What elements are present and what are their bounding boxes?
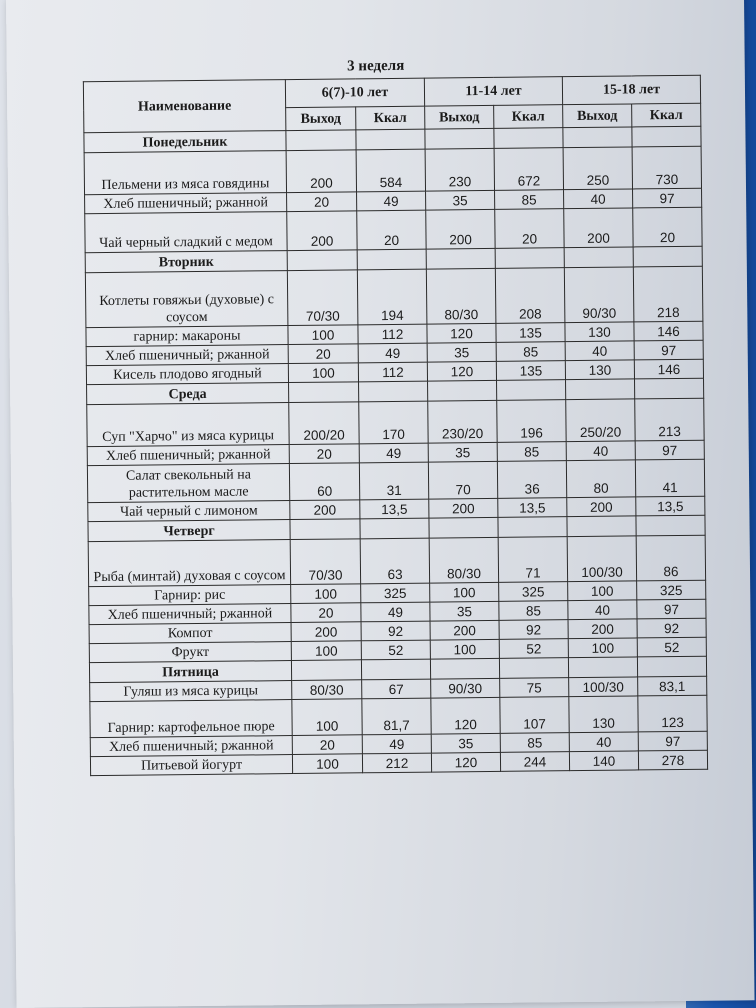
output-value: 40 bbox=[568, 600, 637, 620]
kcal-value: 85 bbox=[497, 442, 566, 462]
dish-name: Питьевой йогурт bbox=[90, 755, 292, 776]
output-value: 230 bbox=[425, 148, 494, 191]
empty-cell bbox=[637, 656, 706, 677]
kcal-value: 13,5 bbox=[498, 498, 567, 518]
kcal-value: 85 bbox=[500, 733, 569, 753]
output-value: 100 bbox=[568, 638, 637, 658]
empty-cell bbox=[498, 517, 567, 538]
header-output: Выход bbox=[563, 104, 632, 128]
dish-name: Пельмени из мяса говядины bbox=[84, 151, 286, 195]
kcal-value: 92 bbox=[637, 618, 706, 638]
header-name: Наименование bbox=[83, 80, 286, 133]
output-value: 250 bbox=[563, 147, 632, 190]
output-value: 200 bbox=[568, 619, 637, 639]
output-value: 40 bbox=[565, 341, 634, 361]
header-group-11-14: 11-14 лет bbox=[424, 77, 562, 106]
kcal-value: 112 bbox=[358, 362, 427, 382]
kcal-value: 325 bbox=[361, 583, 430, 603]
empty-cell bbox=[499, 658, 568, 679]
output-value: 230/20 bbox=[428, 400, 497, 443]
kcal-value: 97 bbox=[638, 731, 707, 751]
kcal-value: 107 bbox=[500, 697, 569, 734]
output-value: 100/30 bbox=[567, 536, 636, 582]
kcal-value: 52 bbox=[361, 640, 430, 660]
kcal-value: 85 bbox=[499, 601, 568, 621]
output-value: 60 bbox=[289, 463, 359, 501]
dish-name: Суп "Харчо" из мяса курицы bbox=[87, 403, 289, 447]
dish-name: Гарнир: рис bbox=[89, 585, 291, 606]
empty-cell bbox=[291, 660, 361, 681]
kcal-value: 325 bbox=[637, 580, 706, 600]
menu-item-row bbox=[88, 535, 705, 586]
empty-cell bbox=[359, 381, 428, 402]
kcal-value: 212 bbox=[362, 753, 431, 773]
kcal-value: 672 bbox=[494, 148, 563, 191]
empty-cell bbox=[356, 129, 425, 150]
empty-cell bbox=[289, 382, 359, 403]
kcal-value: 81,7 bbox=[362, 698, 431, 735]
output-value: 20 bbox=[287, 192, 357, 212]
kcal-value: 20 bbox=[495, 209, 564, 249]
output-value: 90/30 bbox=[564, 267, 634, 323]
output-value: 200 bbox=[286, 150, 356, 193]
menu-item-row bbox=[84, 146, 701, 194]
empty-cell bbox=[568, 657, 637, 678]
dish-name: Компот bbox=[89, 623, 291, 644]
empty-cell bbox=[567, 516, 636, 537]
output-value: 130 bbox=[569, 696, 638, 733]
output-value: 70/30 bbox=[287, 270, 358, 326]
kcal-value: 41 bbox=[635, 459, 704, 497]
kcal-value: 97 bbox=[634, 340, 703, 360]
output-value: 40 bbox=[566, 441, 635, 461]
output-value: 100 bbox=[292, 754, 362, 774]
dish-name: Хлеб пшеничный; ржанной bbox=[90, 736, 292, 757]
output-value: 80 bbox=[566, 460, 635, 498]
output-value: 120 bbox=[427, 361, 496, 381]
output-value: 40 bbox=[569, 732, 638, 752]
empty-cell bbox=[425, 128, 494, 149]
output-value: 35 bbox=[427, 342, 496, 362]
output-value: 120 bbox=[431, 752, 500, 772]
output-value: 35 bbox=[428, 442, 497, 462]
kcal-value: 83,1 bbox=[638, 676, 707, 696]
kcal-value: 97 bbox=[633, 188, 702, 208]
empty-cell bbox=[563, 127, 632, 148]
empty-cell bbox=[430, 658, 499, 679]
menu-item-row bbox=[87, 459, 704, 502]
kcal-value: 92 bbox=[499, 620, 568, 640]
kcal-value: 146 bbox=[634, 359, 703, 379]
output-value: 200 bbox=[429, 498, 498, 518]
kcal-value: 49 bbox=[359, 443, 428, 463]
dish-name: Хлеб пшеничный; ржанной bbox=[86, 345, 288, 366]
output-value: 130 bbox=[565, 360, 634, 380]
kcal-value: 97 bbox=[635, 440, 704, 460]
kcal-value: 135 bbox=[496, 361, 565, 381]
kcal-value: 36 bbox=[497, 461, 566, 499]
empty-cell bbox=[632, 126, 701, 147]
dish-name: Чай черный сладкий с медом bbox=[85, 212, 287, 253]
output-value: 200 bbox=[287, 211, 357, 251]
output-value: 120 bbox=[427, 323, 496, 343]
empty-cell bbox=[636, 515, 705, 536]
output-value: 200/20 bbox=[289, 402, 359, 445]
kcal-value: 213 bbox=[635, 398, 704, 441]
kcal-value: 49 bbox=[358, 343, 427, 363]
day-label: Четверг bbox=[88, 520, 290, 542]
empty-cell bbox=[566, 379, 635, 400]
menu-item-row bbox=[85, 266, 703, 327]
output-value: 35 bbox=[426, 190, 495, 210]
kcal-value: 170 bbox=[359, 401, 428, 444]
output-value: 100 bbox=[291, 584, 361, 604]
empty-cell bbox=[633, 246, 702, 267]
kcal-value: 97 bbox=[637, 599, 706, 619]
kcal-value: 75 bbox=[500, 678, 569, 698]
output-value: 200 bbox=[290, 500, 360, 520]
empty-cell bbox=[357, 249, 426, 270]
output-value: 20 bbox=[288, 344, 358, 364]
dish-name: Хлеб пшеничный; ржанной bbox=[85, 193, 287, 214]
header-group-6-10: 6(7)-10 лет bbox=[285, 78, 424, 107]
output-value: 120 bbox=[431, 697, 500, 734]
menu-body bbox=[84, 126, 708, 775]
empty-cell bbox=[286, 130, 356, 151]
kcal-value: 112 bbox=[358, 324, 427, 344]
kcal-value: 20 bbox=[633, 207, 702, 247]
dish-name: Гуляш из мяса курицы bbox=[90, 681, 292, 702]
kcal-value: 123 bbox=[638, 695, 707, 732]
header-group-15-18: 15-18 лет bbox=[562, 75, 700, 104]
empty-cell bbox=[426, 248, 495, 269]
output-value: 200 bbox=[430, 620, 499, 640]
empty-cell bbox=[494, 128, 563, 149]
output-value: 70/30 bbox=[290, 539, 360, 585]
day-label: Пятница bbox=[89, 661, 291, 683]
dish-name: Хлеб пшеничный; ржанной bbox=[87, 445, 289, 466]
output-value: 90/30 bbox=[431, 678, 500, 698]
day-label: Вторник bbox=[85, 251, 287, 273]
output-value: 20 bbox=[291, 603, 361, 623]
empty-cell bbox=[564, 247, 633, 268]
dish-name: Гарнир: картофельное пюре bbox=[90, 700, 292, 738]
kcal-value: 92 bbox=[361, 621, 430, 641]
menu-table bbox=[83, 75, 708, 776]
empty-cell bbox=[497, 380, 566, 401]
empty-cell bbox=[635, 378, 704, 399]
empty-cell bbox=[361, 659, 430, 680]
kcal-value: 218 bbox=[633, 266, 703, 322]
menu-sheet bbox=[6, 0, 755, 1008]
empty-cell bbox=[428, 380, 497, 401]
empty-cell bbox=[495, 248, 564, 269]
kcal-value: 196 bbox=[497, 400, 566, 443]
output-value: 130 bbox=[565, 322, 634, 342]
output-value: 200 bbox=[426, 209, 495, 249]
kcal-value: 208 bbox=[495, 268, 565, 324]
output-value: 200 bbox=[291, 622, 361, 642]
dish-name: Хлеб пшеничный; ржанной bbox=[89, 604, 291, 625]
kcal-value: 49 bbox=[362, 734, 431, 754]
output-value: 80/30 bbox=[292, 680, 362, 700]
output-value: 200 bbox=[567, 497, 636, 517]
kcal-value: 67 bbox=[362, 679, 431, 699]
menu-item-row bbox=[85, 207, 702, 252]
kcal-value: 20 bbox=[357, 210, 426, 250]
kcal-value: 49 bbox=[357, 191, 426, 211]
menu-item-row bbox=[90, 695, 707, 737]
dish-name: Рыба (минтай) духовая с соусом bbox=[88, 540, 290, 587]
kcal-value: 85 bbox=[495, 190, 564, 210]
output-value: 100 bbox=[288, 363, 358, 383]
kcal-value: 13,5 bbox=[636, 496, 705, 516]
output-value: 20 bbox=[292, 735, 362, 755]
header-kcal: Ккал bbox=[494, 105, 563, 129]
output-value: 40 bbox=[564, 189, 633, 209]
week-title: 3 неделя bbox=[347, 57, 405, 75]
kcal-value: 244 bbox=[500, 752, 569, 772]
menu-item-row bbox=[87, 398, 704, 446]
output-value: 100 bbox=[430, 639, 499, 659]
kcal-value: 63 bbox=[360, 538, 429, 584]
output-value: 35 bbox=[430, 601, 499, 621]
kcal-value: 325 bbox=[499, 582, 568, 602]
kcal-value: 146 bbox=[634, 321, 703, 341]
kcal-value: 31 bbox=[359, 462, 428, 500]
dish-name: Кисель плодово ягодный bbox=[86, 364, 288, 385]
output-value: 100 bbox=[430, 582, 499, 602]
dish-name: гарнир: макароны bbox=[86, 326, 288, 347]
empty-cell bbox=[287, 250, 357, 271]
output-value: 100 bbox=[568, 581, 637, 601]
kcal-value: 194 bbox=[357, 269, 427, 325]
kcal-value: 52 bbox=[499, 639, 568, 659]
dish-name: Котлеты говяжьи (духовые) с соусом bbox=[85, 271, 288, 328]
output-value: 80/30 bbox=[429, 537, 498, 583]
output-value: 250/20 bbox=[566, 399, 635, 442]
header-kcal: Ккал bbox=[632, 103, 701, 127]
output-value: 100/30 bbox=[569, 677, 638, 697]
kcal-value: 13,5 bbox=[360, 499, 429, 519]
kcal-value: 49 bbox=[361, 602, 430, 622]
output-value: 70 bbox=[428, 461, 497, 499]
output-value: 200 bbox=[564, 208, 633, 248]
dish-name: Чай черный с лимоном bbox=[88, 501, 290, 522]
empty-cell bbox=[360, 518, 429, 539]
output-value: 35 bbox=[431, 733, 500, 753]
kcal-value: 85 bbox=[496, 342, 565, 362]
output-value: 140 bbox=[569, 751, 638, 771]
day-label: Понедельник bbox=[84, 131, 286, 153]
output-value: 100 bbox=[292, 699, 362, 736]
kcal-value: 584 bbox=[356, 149, 425, 192]
header-kcal: Ккал bbox=[356, 106, 425, 130]
dish-name: Фрукт bbox=[89, 642, 291, 663]
header-output: Выход bbox=[286, 107, 356, 131]
empty-cell bbox=[290, 519, 360, 540]
kcal-value: 135 bbox=[496, 323, 565, 343]
output-value: 100 bbox=[291, 641, 361, 661]
kcal-value: 86 bbox=[636, 535, 705, 581]
kcal-value: 52 bbox=[637, 637, 706, 657]
kcal-value: 71 bbox=[498, 537, 567, 583]
output-value: 100 bbox=[288, 325, 358, 345]
empty-cell bbox=[429, 517, 498, 538]
kcal-value: 730 bbox=[632, 146, 701, 189]
kcal-value: 278 bbox=[638, 750, 707, 770]
header-output: Выход bbox=[425, 105, 494, 129]
output-value: 80/30 bbox=[426, 268, 496, 324]
day-label: Среда bbox=[87, 383, 289, 405]
dish-name: Салат свекольный на растительном масле bbox=[87, 464, 289, 503]
output-value: 20 bbox=[289, 444, 359, 464]
